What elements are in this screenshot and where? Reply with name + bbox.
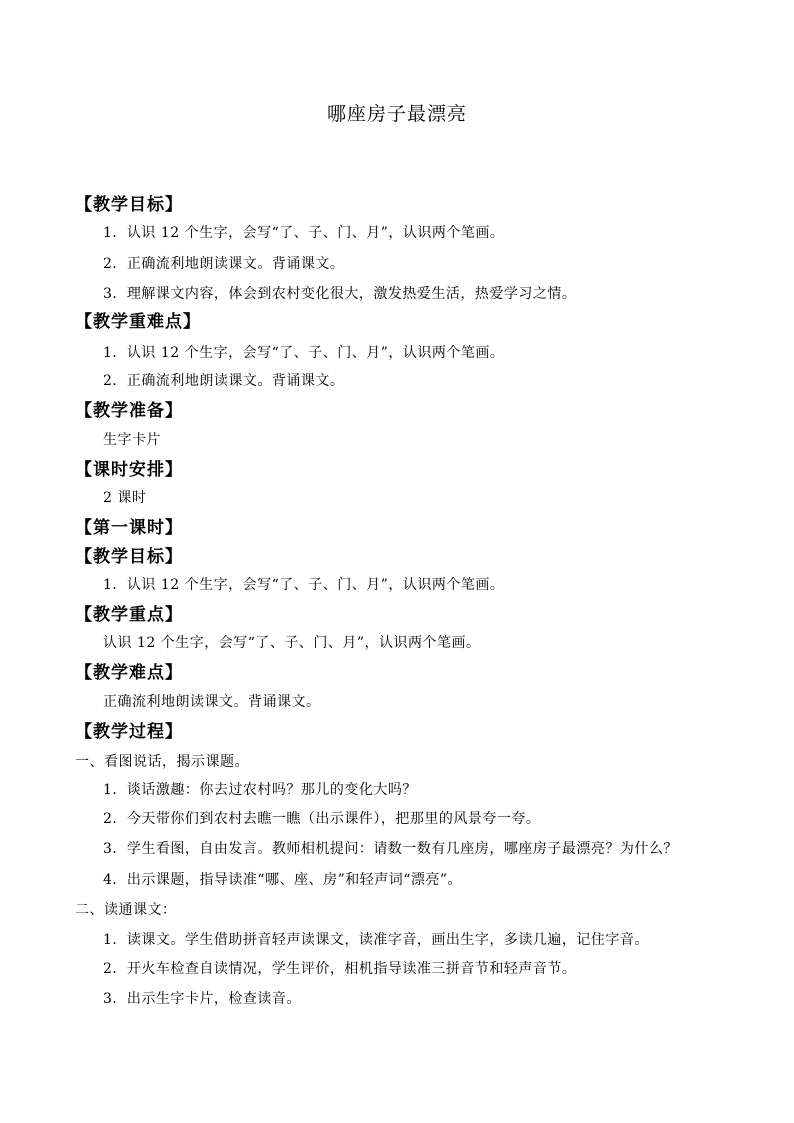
preparation-text: 生字卡片: [103, 432, 161, 448]
goal-item-2: 2．正确流利地朗读课文。背诵课文。: [103, 256, 345, 272]
heading-key-difficulties: 【教学重难点】: [75, 312, 201, 332]
key-point-text: 认识 12 个生字，会写“了、子、门、月”，认识两个笔画。: [103, 635, 481, 651]
process2-item-2: 2．开火车检查自读情况，学生评价，相机指导读准三拼音节和轻声音节。: [103, 961, 577, 977]
key-item-2: 2．正确流利地朗读课文。背诵课文。: [103, 373, 345, 389]
process1-item-1: 1．谈话激趣：你去过农村吗？那儿的变化大吗？: [103, 782, 417, 798]
process2-item-3: 3．出示生字卡片，检查读音。: [103, 991, 301, 1007]
process2-item-1: 1．读课文。学生借助拼音轻声读课文，读准字音，画出生字，多读几遍，记住字音。: [103, 932, 649, 948]
document-title: 哪座房子最漂亮: [326, 103, 467, 125]
process1-item-2: 2．今天带你们到农村去瞧一瞧（出示课件），把那里的风景夸一夸。: [103, 811, 541, 827]
heading-schedule: 【课时安排】: [75, 460, 183, 480]
heading-teaching-goals: 【教学目标】: [75, 195, 183, 215]
heading-preparation: 【教学准备】: [75, 401, 183, 421]
heading-teaching-goals-2: 【教学目标】: [75, 547, 183, 567]
heading-process: 【教学过程】: [75, 722, 183, 742]
goal2-item-1: 1．认识 12 个生字，会写“了、子、门、月”，认识两个笔画。: [103, 577, 505, 593]
difficulty-text: 正确流利地朗读课文。背诵课文。: [103, 694, 321, 710]
section-1-title: 一、看图说话，揭示课题。: [75, 754, 249, 770]
schedule-text: 2 课时: [103, 490, 147, 506]
heading-key-point: 【教学重点】: [75, 605, 183, 625]
process1-item-4: 4．出示课题，指导读准“哪、座、房”和轻声词“漂亮”。: [103, 872, 463, 888]
heading-first-lesson: 【第一课时】: [75, 518, 183, 538]
process1-item-3: 3．学生看图，自由发言。教师相机提问：请数一数有几座房，哪座房子最漂亮？为什么？: [103, 841, 678, 857]
goal-item-1: 1．认识 12 个生字，会写“了、子、门、月”，认识两个笔画。: [103, 225, 505, 241]
goal-item-3: 3．理解课文内容，体会到农村变化很大，激发热爱生活，热爱学习之情。: [103, 286, 577, 302]
key-item-1: 1．认识 12 个生字，会写“了、子、门、月”，认识两个笔画。: [103, 345, 505, 361]
heading-difficulty: 【教学难点】: [75, 663, 183, 683]
section-2-title: 二、读通课文：: [75, 902, 177, 918]
